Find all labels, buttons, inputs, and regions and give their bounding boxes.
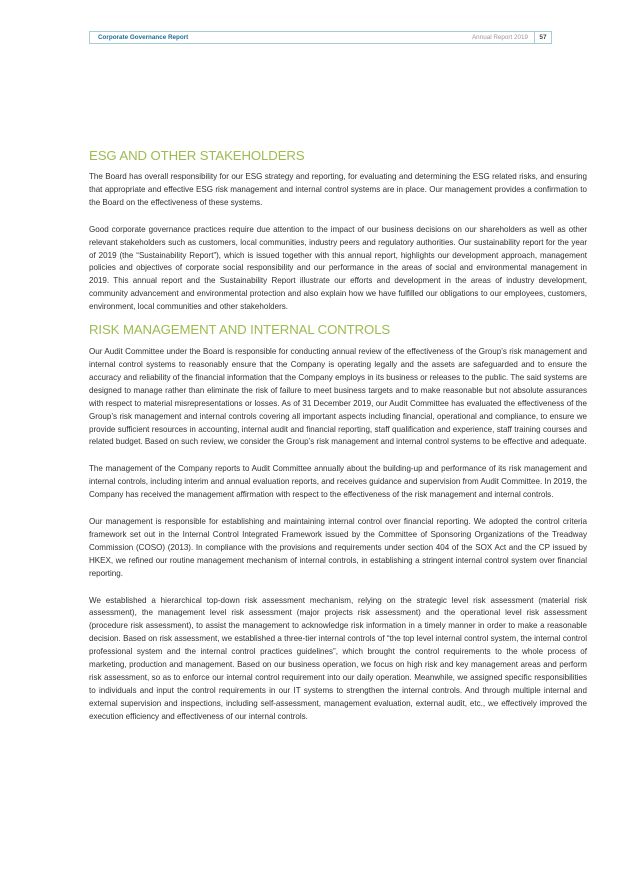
paragraph: We established a hierarchical top-down risk assessment mechanism, relying on the strategic level risk assessment (material risk assessment), the management level risk assessment (major projects risk assessment) and the operational level risk assessment (procedure risk assessment), to assist the management to acknowledge risk information in a timely manner in order to make a reasonable decision. Based on risk assessment, we established a three-tier internal controls of “the top level internal control system, the internal control professional system and the internal control practices guidelines”, which brought the control requirements to the whole process of marketing, production and management. Based on our business operation, we focus on high risk and key management areas and perform risk assessment, so as to enforce our internal control requirement into our daily operation. Meanwhile, we assigned specific responsibilities to individuals and input the control requirements in our IT systems to strengthen the internal controls. And through multiple internal and external supervision and inspections, including self-assessment, management evaluation, external audit, etc., we effectively improved the execution efficiency and effectiveness of our internal controls.: [89, 595, 587, 721]
paragraph: The management of the Company reports to Audit Committee annually about the building-up and performance of its risk management and internal controls, including interim and annual evaluation reports, and receives guidance and supervision from Audit Committee. In 2019, the Company has received the management affirmation with respect to the effectiveness of the risk management and internal controls.: [89, 464, 587, 500]
header-report-title: Annual Report 2019: [471, 34, 528, 41]
header-section-title: Corporate Governance Report: [98, 34, 189, 41]
paragraph: Our Audit Committee under the Board is responsible for conducting annual review of the effectiveness of the Group’s risk management and internal control systems to reasonably ensure that the Company is operating legally and the assets are safeguarded and to ensure the accuracy and reliability of the financial information that the Company employs in its business or releases to the public. The said systems are designed to manage rather than eliminate the risk of failure to meet business targets and to make reasonable but not absolute assurances with respect to material misrepresentations or losses. As of 31 December 2019, our Audit Committee has evaluated the effectiveness of the Group’s risk management and internal controls covering all important aspects including financial, operational and compliance, to ensure we provide sufficient resources in accounting, internal audit and financial reporting, staff qualification and experience, staff training courses and related budget. Based on such review, we consider the Group’s risk management and internal control systems to be effective and adequate.: [89, 347, 587, 447]
section-esg: [89, 148, 587, 314]
paragraph: The Board has overall responsibility for our ESG strategy and reporting, for evaluating and determining the ESG related risks, and ensuring that appropriate and effective ESG risk management and internal control systems are in place. Our management provides a confirmation to the Board on the effectiveness of these systems.: [89, 172, 587, 207]
page-number: 57: [534, 32, 551, 43]
paragraph: Our management is responsible for establishing and maintaining internal control over financial reporting. We adopted the control criteria framework set out in the Internal Control Integrated Framework issued by the Committee of Sponsoring Organizations of the Treadway Commission (COSO) (2013). In compliance with the provisions and requirements under section 404 of the SOX Act and the CP issued by HKEX, we refined our routine management mechanism of internal controls, in establishing a stringent internal control system over financial reporting.: [89, 517, 587, 578]
section-heading-risk-management: RISK MANAGEMENT AND INTERNAL CONTROLS: [89, 322, 391, 338]
paragraph: Good corporate governance practices require due attention to the impact of our business decisions on our shareholders as well as other relevant stakeholders such as customers, local communities, industry peers and regulatory authorities. Our sustainability report for the year of 2019 (the “Sustainability Report”), which is issued together with this annual report, highlights our development approach, management policies and objectives of corporate social responsibility and our performance in the areas of social and environmental management in 2019. This annual report and the Sustainability Report illustrate our efforts and development in the areas of industry development, community advancement and environmental protection and also explain how we have fulfilled our obligations to our employees, customers, environment, local communities and other stakeholders.: [89, 224, 587, 312]
page-body: [89, 148, 587, 738]
section-heading-esg: ESG AND OTHER STAKEHOLDERS: [89, 148, 305, 163]
section-risk-management: [89, 322, 587, 724]
running-header: [89, 31, 552, 44]
